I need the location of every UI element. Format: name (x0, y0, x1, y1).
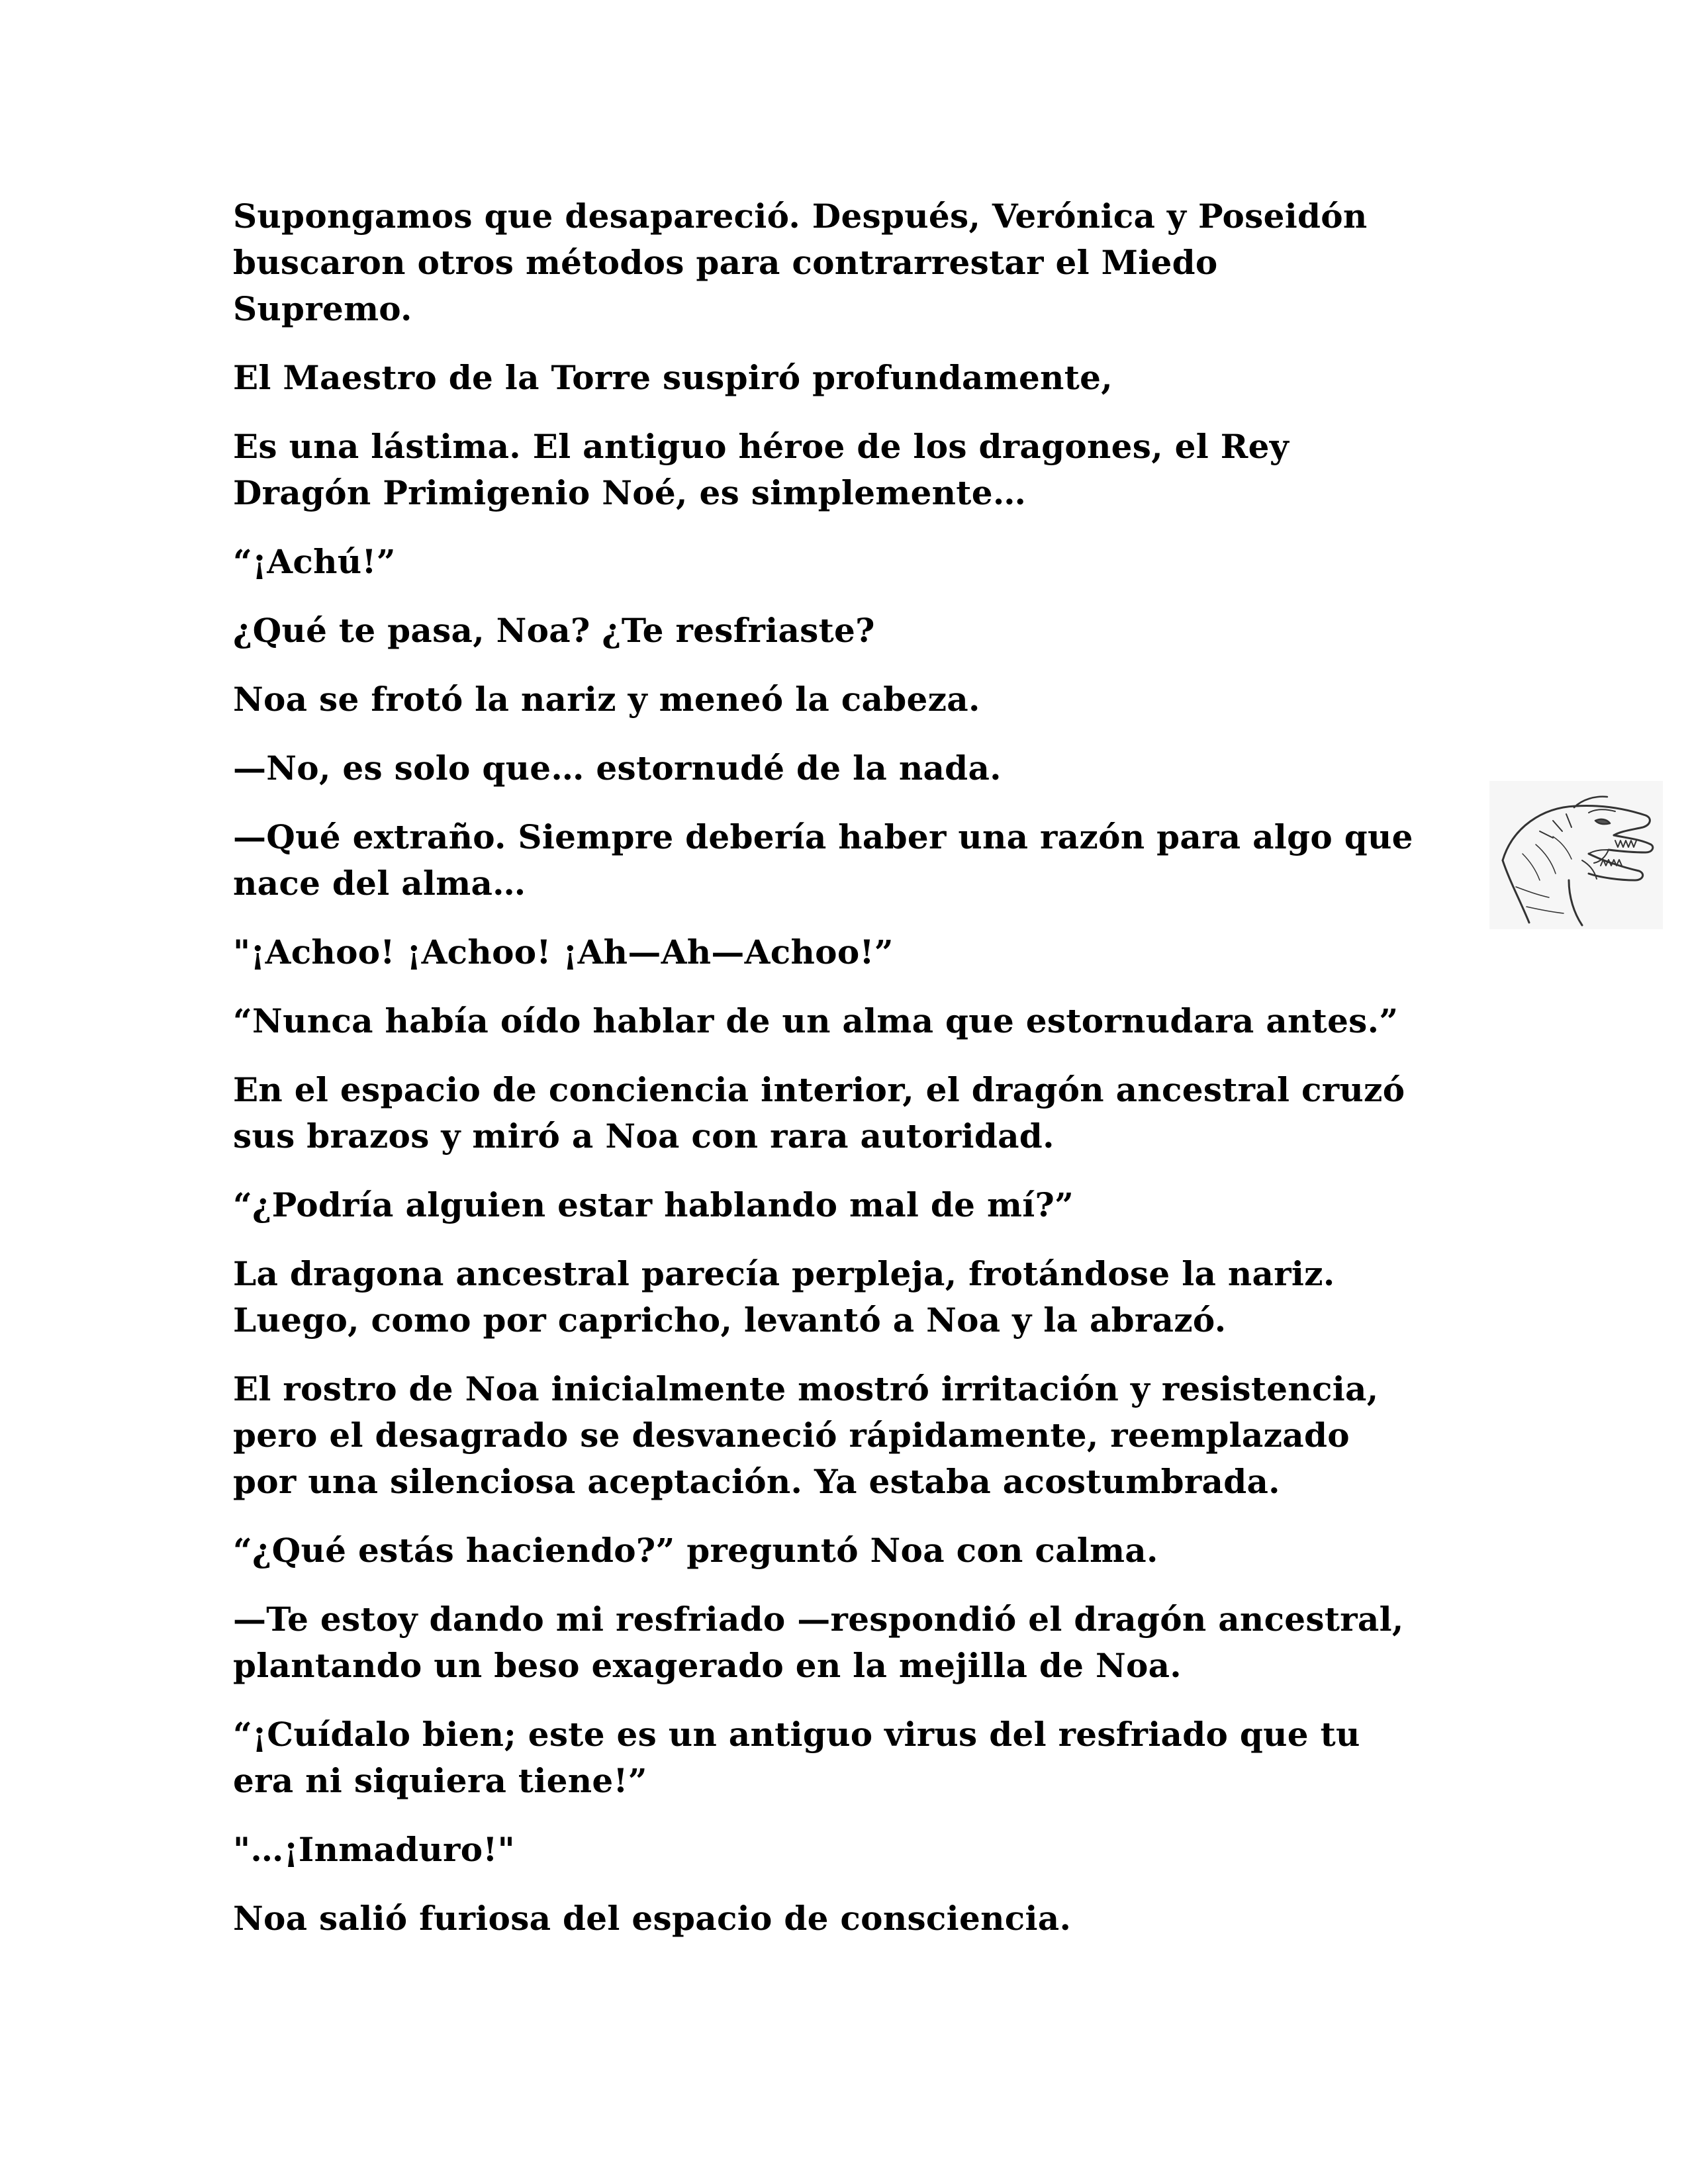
paragraph-4: “¡Achú!” (233, 542, 396, 581)
paragraph-5: ¿Qué te pasa, Noa? ¿Te resfriaste? (233, 611, 875, 650)
paragraph-14: El rostro de Noa inicialmente mostró irritación y resistencia, pero el desagrado se desvaneció rápidamente, reemplazado por una silenciosa aceptación. Ya estaba acostumbrada. (233, 1369, 1379, 1501)
paragraph-10: “Nunca había oído hablar de un alma que estornudara antes.” (233, 1001, 1399, 1040)
paragraph-1: Supongamos que desapareció. Después, Verónica y Poseidón buscaron otros métodos para contrarrestar el Miedo Supremo. (233, 197, 1368, 328)
paragraph-7: —No, es solo que… estornudé de la nada. (233, 749, 1002, 788)
text-body (233, 193, 1444, 1964)
paragraph-8: —Qué extraño. Siempre debería haber una razón para algo que nace del alma… (233, 817, 1413, 903)
paragraph-13: La dragona ancestral parecía perpleja, frotándose la nariz. Luego, como por capricho, levantó a Noa y la abrazó. (233, 1254, 1335, 1340)
paragraph-12: “¿Podría alguien estar hablando mal de mí?” (233, 1185, 1074, 1224)
paragraph-16: —Te estoy dando mi resfriado —respondió el dragón ancestral, plantando un beso exagerado en la mejilla de Noa. (233, 1600, 1404, 1685)
paragraph-11: En el espacio de conciencia interior, el dragón ancestral cruzó sus brazos y miró a Noa con rara autoridad. (233, 1070, 1405, 1156)
paragraph-19: Noa salió furiosa del espacio de consciencia. (233, 1899, 1072, 1938)
paragraph-3: Es una lástima. El antiguo héroe de los dragones, el Rey Dragón Primigenio Noé, es simplemente… (233, 427, 1289, 512)
paragraph-18: "…¡Inmaduro!" (233, 1830, 515, 1869)
dragon-head-sketch-icon (1489, 781, 1663, 929)
paragraph-17: “¡Cuídalo bien; este es un antiguo virus del resfriado que tu era ni siquiera tiene!” (233, 1715, 1360, 1800)
paragraph-2: El Maestro de la Torre suspiró profundamente, (233, 358, 1113, 397)
paragraph-15: “¿Qué estás haciendo?” preguntó Noa con calma. (233, 1531, 1158, 1570)
paragraph-9: "¡Achoo! ¡Achoo! ¡Ah—Ah—Achoo!” (233, 933, 894, 972)
paragraph-6: Noa se frotó la nariz y meneó la cabeza. (233, 680, 980, 719)
